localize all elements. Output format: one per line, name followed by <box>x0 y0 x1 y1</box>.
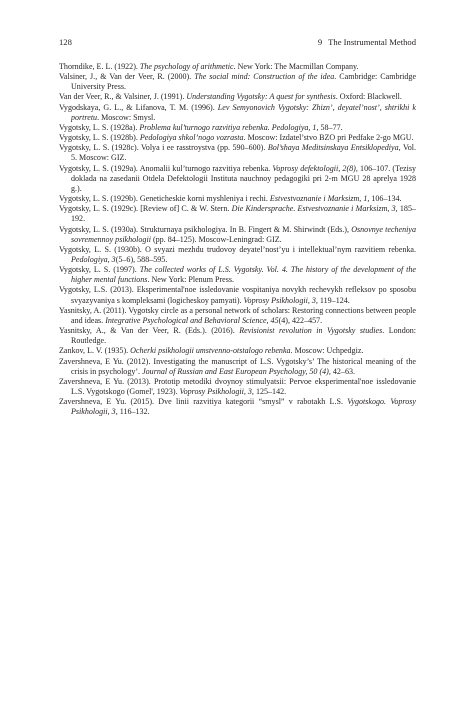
reference-text: 185–192. <box>71 204 416 224</box>
reference-source-title: Ocherki psikhologii umstvenno-otstalogo rebenka <box>130 346 291 356</box>
reference-source-title: The social mind: Construction of the idea <box>194 72 335 82</box>
reference-source-title: The collected works of L.S. Vygotsky. Vol. 4. The history of the development of the higher mental functions <box>71 265 417 285</box>
reference-source-title: Voprosy Psikhologii, 3, <box>243 295 318 305</box>
reference-source-title: Osnovnye techeniya sovremennoy psikhologii <box>71 224 416 244</box>
reference-text: Vygodskaya, G. L., & Lifanova, T. M. (1996). <box>59 102 218 112</box>
reference-entry <box>59 92 416 102</box>
reference-text: Vygotsky, L.S. (2013). Eksperimental'noe issledovanie vospitaniya novykh rechevykh refleksov po sposobu svyazyvaniya s kompleksami (logicheskoy pamyati). <box>59 285 416 305</box>
reference-source-title: The psychology of arithmetic <box>139 62 234 71</box>
chapter-title: The Instrumental Method <box>328 37 416 47</box>
reference-text: . Moscow: Izdatel’stvo BZO pri Pedfake 2-go MGU. <box>243 133 414 143</box>
reference-entry <box>59 133 416 143</box>
reference-text: Valsiner, J., & Van der Veer, R. (2000). <box>59 72 195 82</box>
reference-text: . Oxford: Blackwell. <box>335 92 402 102</box>
reference-entry <box>59 225 416 245</box>
reference-entry <box>59 164 416 194</box>
reference-text: Vygotsky, L. S. (1928b). <box>59 133 140 143</box>
reference-source-title: Journal of Russian and East European Psychology, 50 (4), <box>142 366 331 376</box>
reference-source-title: Die Kindersprache. Estvestvoznanie i Marksizm, 3, <box>231 204 398 214</box>
reference-text: Vygotsky, L. S. (1929a). Anomalii kul’turnogo razvitiya rebenka. <box>59 163 273 173</box>
reference-text: 42–63. <box>330 366 356 376</box>
reference-entry <box>59 285 416 305</box>
running-header <box>59 35 416 49</box>
reference-text: Van der Veer, R., & Valsiner, J. (1991). <box>59 92 187 102</box>
reference-source-title: Revisionist revolution in Vygotsky studies <box>239 326 383 336</box>
reference-source-title: Problema kul’turnogo razvitiya rebenka. Pedologiya, 1, <box>139 122 319 132</box>
reference-text: . London: Routledge. <box>71 326 416 346</box>
reference-entry <box>59 326 416 346</box>
reference-entry <box>59 204 416 224</box>
reference-text: Zavershneva, E Yu. (2013). Prototip metodiki dvoynoy stimulyatsii: Pervoe eksperimental'noe issledovanie L.S. Vygotskogo (Gomel', 1923). <box>59 376 416 396</box>
reference-entry <box>59 62 416 72</box>
page-number: 128 <box>59 37 72 47</box>
reference-text: Vygotsky, L. S. (1997). <box>59 265 140 275</box>
reference-text: (4), 422–457. <box>278 315 323 325</box>
running-title <box>318 35 416 49</box>
reference-entry <box>59 397 416 417</box>
reference-source-title: Pedologiya shkol’nogo vozrasta <box>139 133 244 143</box>
reference-entry <box>59 306 416 326</box>
reference-source-title: Bol’shaya Meditsinskaya Entsiklopediya <box>267 143 399 153</box>
reference-text: Vygotsky, L. S. (1930a). Strukturnaya psikhologiya. In B. Fingert & M. Shirwindt (Eds.), <box>59 224 352 234</box>
reference-text: Yasnitsky, A. (2011). Vygotsky circle as a personal network of scholars: Restoring connections between people and ideas. <box>59 305 416 325</box>
reference-text: . New York: Plenum Press. <box>147 275 234 285</box>
reference-text: Vygotsky, L. S. (1930b). O svyazi mezhdu trudovoy deyatel’nost’yu i intellektual’nym razvitiem rebenka. <box>59 244 416 254</box>
reference-text: Zavershneva, E Yu. (2015). Dve linii razvitiya kategorii “smysl” v rabotakh L.S. <box>59 397 348 407</box>
reference-text: 125–142. <box>253 387 287 396</box>
reference-entry <box>59 245 416 265</box>
reference-text: , 106–107. (Tezisy doklada na zasedanii Otdela Defektologii Instituta nauchnoy pedagogiki pri 2-m MGU 28 aprelya 1928 g.). <box>71 163 417 193</box>
reference-entry <box>59 265 416 285</box>
chapter-number: 9 <box>317 37 323 47</box>
reference-text: Vygotsky, L. S. (1929b). Geneticheskie korni myshleniya i rechi. <box>59 194 270 204</box>
reference-list <box>59 62 416 417</box>
reference-text: 119–124. <box>317 295 350 305</box>
reference-text: Zavershneva, E Yu. (2012). Investigating the manuscript of L.S. Vygotsky’s’ The historical meaning of the crisis in psychology’. <box>59 356 416 376</box>
reference-entry <box>59 346 416 356</box>
reference-entry <box>59 103 416 123</box>
reference-text: , Vol. 5. Moscow: GIZ. <box>71 143 416 163</box>
reference-text: Thorndike, E. L. (1922). <box>59 62 140 71</box>
reference-text: (pp. 84–125). Moscow-Leningrad: GIZ. <box>150 234 282 244</box>
reference-text: 106–134. <box>369 194 402 204</box>
reference-text: . Moscow: Uchpedgiz. <box>290 346 364 356</box>
reference-text: Yasnitsky, A., & Van der Veer, R. (Eds.). (2016). <box>59 326 240 336</box>
reference-source-title: Voprosy defektologii, 2(8) <box>272 163 356 173</box>
reference-text: (5–6), 588–595. <box>115 254 168 264</box>
reference-source-title: Integrative Psychological and Behavioral Science, 45 <box>105 315 279 325</box>
reference-entry <box>59 72 416 92</box>
reference-entry <box>59 377 416 397</box>
reference-text: . Moscow: Smysl. <box>97 112 156 122</box>
reference-source-title: Pedologiya, 3 <box>71 254 116 264</box>
reference-entry <box>59 123 416 133</box>
reference-text: . New York: The Macmillan Company. <box>233 62 359 71</box>
reference-source-title: Estvestvoznanie i Marksizm, 1, <box>269 194 370 204</box>
reference-entry <box>59 143 416 163</box>
reference-entry <box>59 357 416 377</box>
reference-source-title: Vygotskogo. Voprosy Psikhologii, 3, <box>71 397 416 417</box>
reference-text: Vygotsky, L. S. (1928c). Volya i ee rasstroystva (pp. 590–600). <box>59 143 268 153</box>
reference-text: . Cambridge: Cambridge University Press. <box>71 72 417 92</box>
reference-text: Vygotsky, L. S. (1928a). <box>59 122 140 132</box>
reference-text: Vygotsky, L. S. (1929c). [Review of] C. & W. Stern. <box>59 204 232 214</box>
reference-source-title: Understanding Vygotsky: A quest for synthesis <box>186 92 336 102</box>
reference-source-title: Lev Semyonovich Vygotsky: Zhizn’, deyatel’nost’, shtrikhi k portretu <box>71 102 416 122</box>
reference-entry <box>59 194 416 204</box>
reference-text: Zankov, L. V. (1935). <box>59 346 131 356</box>
reference-source-title: Voprosy Psikhologii, 3, <box>179 387 254 396</box>
reference-text: 116–132. <box>117 407 150 417</box>
reference-text: 58–77. <box>318 122 343 132</box>
